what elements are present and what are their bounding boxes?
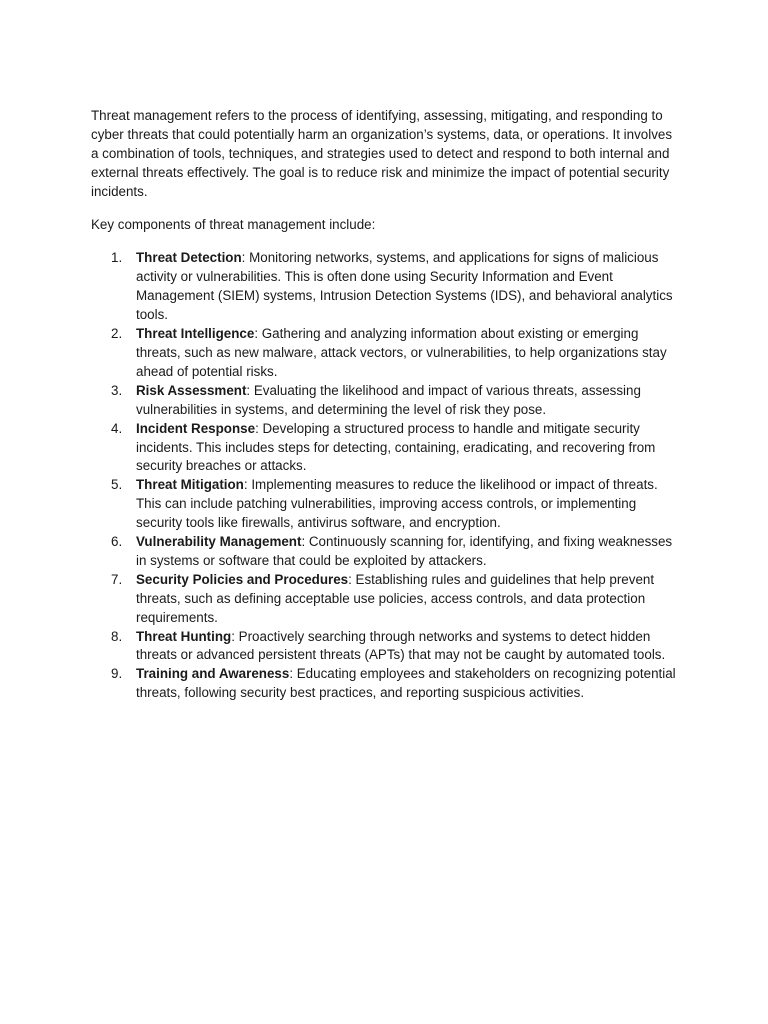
list-item-description: : Educating employees and stakeholders on recognizing potential threats, following security best practices, and reporting suspicious activities. [136,666,676,701]
list-lead-paragraph: Key components of threat management include: [91,216,376,232]
components-list [91,249,681,703]
list-item [91,382,681,420]
list-item-description: : Proactively searching through networks and systems to detect hidden threats or advanced persistent threats (APTs) that may not be caught by automated tools. [136,628,666,663]
list-item-term: Risk Assessment [136,382,247,398]
list-item [91,533,681,571]
document-page [91,107,681,703]
list-item-description: : Continuously scanning for, identifying, and fixing weaknesses in systems or software that could be exploited by attackers. [136,534,673,568]
list-item-number: 4. [111,420,123,436]
list-item-number: 1. [111,250,123,266]
list-item [91,325,681,382]
list-item [91,628,681,666]
intro-paragraph: Threat management refers to the process of identifying, assessing, mitigating, and responding to cyber threats that could potentially harm an organization’s systems, data, or operations. It involves a combination of tools, techniques, and strategies used to detect and respond to both internal and external threats effectively. The goal is to reduce risk and minimize the impact of potential security incidents. [91,108,673,199]
list-item [91,665,681,703]
list-item-term: Threat Mitigation [136,477,244,493]
list-item-description: : Monitoring networks, systems, and applications for signs of malicious activity or vulnerabilities. This is often done using Security Information and Event Management (SIEM) systems, Intrusion Detection Systems (IDS), and behavioral analytics tools. [136,250,673,323]
list-item-term: Threat Detection [136,250,242,266]
list-item-number: 2. [111,326,123,342]
list-item-term: Training and Awareness [136,666,290,682]
list-item-number: 7. [111,571,123,587]
list-item [91,571,681,628]
list-item-term: Incident Response [136,420,256,436]
list-item-description: : Evaluating the likelihood and impact of various threats, assessing vulnerabilities in systems, and determining the level of risk they pose. [136,382,641,417]
list-item-description: : Implementing measures to reduce the likelihood or impact of threats. This can include patching vulnerabilities, improving access controls, or implementing security tools like firewalls, antivirus software, and encryption. [136,477,658,531]
list-item-term: Security Policies and Procedures [136,571,349,587]
list-item-number: 5. [111,477,123,493]
list-item-number: 3. [111,382,123,398]
list-item-description: : Developing a structured process to handle and mitigate security incidents. This includes steps for detecting, containing, eradicating, and recovering from security breaches or attacks. [136,420,656,474]
list-item-term: Vulnerability Management [136,534,302,550]
list-item-number: 8. [111,628,123,644]
list-item-number: 6. [111,534,123,550]
list-item-description: : Gathering and analyzing information about existing or emerging threats, such as new malware, attack vectors, or vulnerabilities, to help organizations stay ahead of potential risks. [136,326,667,379]
list-item [91,476,681,533]
list-item-description: : Establishing rules and guidelines that help prevent threats, such as defining acceptable use policies, access controls, and data protection requirements. [136,571,655,625]
list-item-number: 9. [111,666,123,682]
list-item [91,249,681,325]
list-item-term: Threat Intelligence [136,326,255,342]
list-item [91,420,681,477]
list-item-term: Threat Hunting [136,628,232,644]
